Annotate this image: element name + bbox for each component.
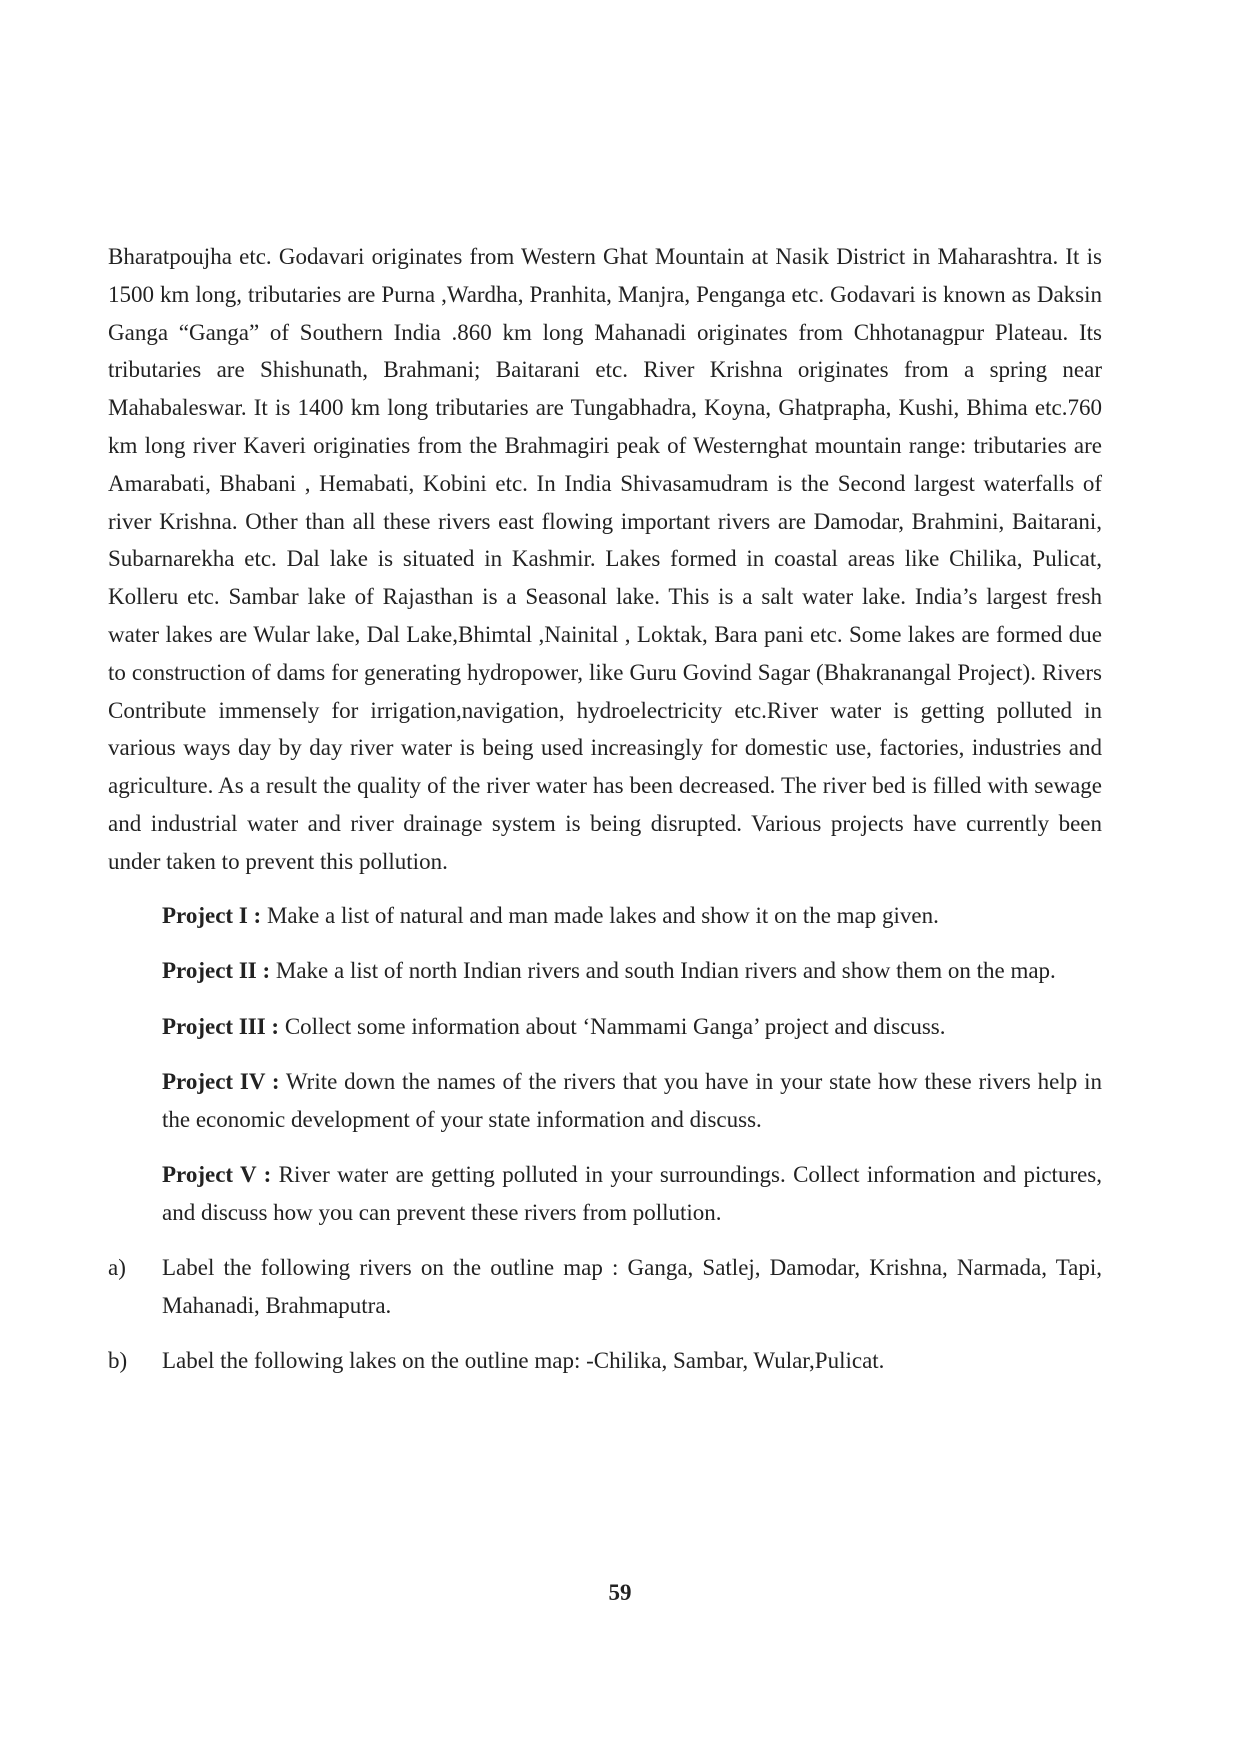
project-item <box>162 1156 1102 1231</box>
project-label: Project III : <box>162 1013 280 1039</box>
body-paragraph: Bharatpoujha etc. Godavari originates from Western Ghat Mountain at Nasik District in Maharashtra. It is 1500 km long, tributaries are Purna ,Wardha, Pranhita, Manjra, Penganga etc. Godavari is known as Daksin Ganga “Ganga” of Southern India .860 km long Mahanadi originates from Chhotanagpur Plateau. Its tributaries are Shishunath, Brahmani; Baitarani etc. River Krishna originates from a spring near Mahabaleswar. It is 1400 km long tributaries are Tungabhadra, Koyna, Ghatprapha, Kushi, Bhima etc.760 km long river Kaveri originaties from the Brahmagiri peak of Westernghat mountain range: tributaries are Amarabati, Bhabani , Hemabati, Kobini etc. In India Shivasamudram is the Second largest waterfalls of river Krishna. Other than all these rivers east flowing important rivers are Damodar, Brahmini, Baitarani, Subarnarekha etc. Dal lake is situated in Kashmir. Lakes formed in coastal areas like Chilika, Pulicat, Kolleru etc. Sambar lake of Rajasthan is a Seasonal lake. This is a salt water lake. India’s largest fresh water lakes are Wular lake, Dal Lake,Bhimtal ,Nainital , Loktak, Bara pani etc. Some lakes are formed due to construction of dams for generating hydropower, like Guru Govind Sagar (Bhakranangal Project). Rivers Contribute immensely for irrigation,navigation, hydroelectricity etc.River water is getting polluted in various ways day by day river water is being used increasingly for domestic use, factories, industries and agriculture. As a result the quality of the river water has been decreased. The river bed is filled with sewage and industrial water and river drainage system is being disrupted. Various projects have currently been under taken to prevent this pollution. <box>108 244 1102 874</box>
project-item <box>162 1063 1102 1138</box>
questions-list <box>108 1249 1102 1380</box>
question-marker: a) <box>108 1255 126 1281</box>
project-text: Collect some information about ‘Nammami Ganga’ project and discuss. <box>279 1013 946 1039</box>
projects-list <box>108 897 1102 1232</box>
question-item <box>108 1342 1102 1380</box>
page-content <box>108 238 1102 1398</box>
project-label: Project I : <box>162 902 262 928</box>
project-text: Write down the names of the rivers that you have in your state how these rivers help in the economic development of your state information and discuss. <box>162 1069 1102 1132</box>
project-text: River water are getting polluted in your surroundings. Collect information and pictures, and discuss how you can prevent these rivers from pollution. <box>162 1162 1103 1225</box>
question-text: Label the following lakes on the outline map: -Chilika, Sambar, Wular,Pulicat. <box>162 1348 885 1374</box>
question-text: Label the following rivers on the outline map : Ganga, Satlej, Damodar, Krishna, Narmada, Tapi, Mahanadi, Brahmaputra. <box>162 1255 1102 1318</box>
project-text: Make a list of north Indian rivers and south Indian rivers and show them on the map. <box>270 958 1056 984</box>
page-number: 59 <box>608 1580 632 1605</box>
project-item <box>162 952 1102 990</box>
project-label: Project V : <box>162 1162 272 1188</box>
project-item <box>162 1008 1102 1046</box>
project-label: Project IV : <box>162 1069 280 1095</box>
project-label: Project II : <box>162 958 271 984</box>
question-item <box>108 1249 1102 1324</box>
project-item <box>162 897 1102 935</box>
project-text: Make a list of natural and man made lakes and show it on the map given. <box>261 902 939 928</box>
question-marker: b) <box>108 1348 128 1374</box>
